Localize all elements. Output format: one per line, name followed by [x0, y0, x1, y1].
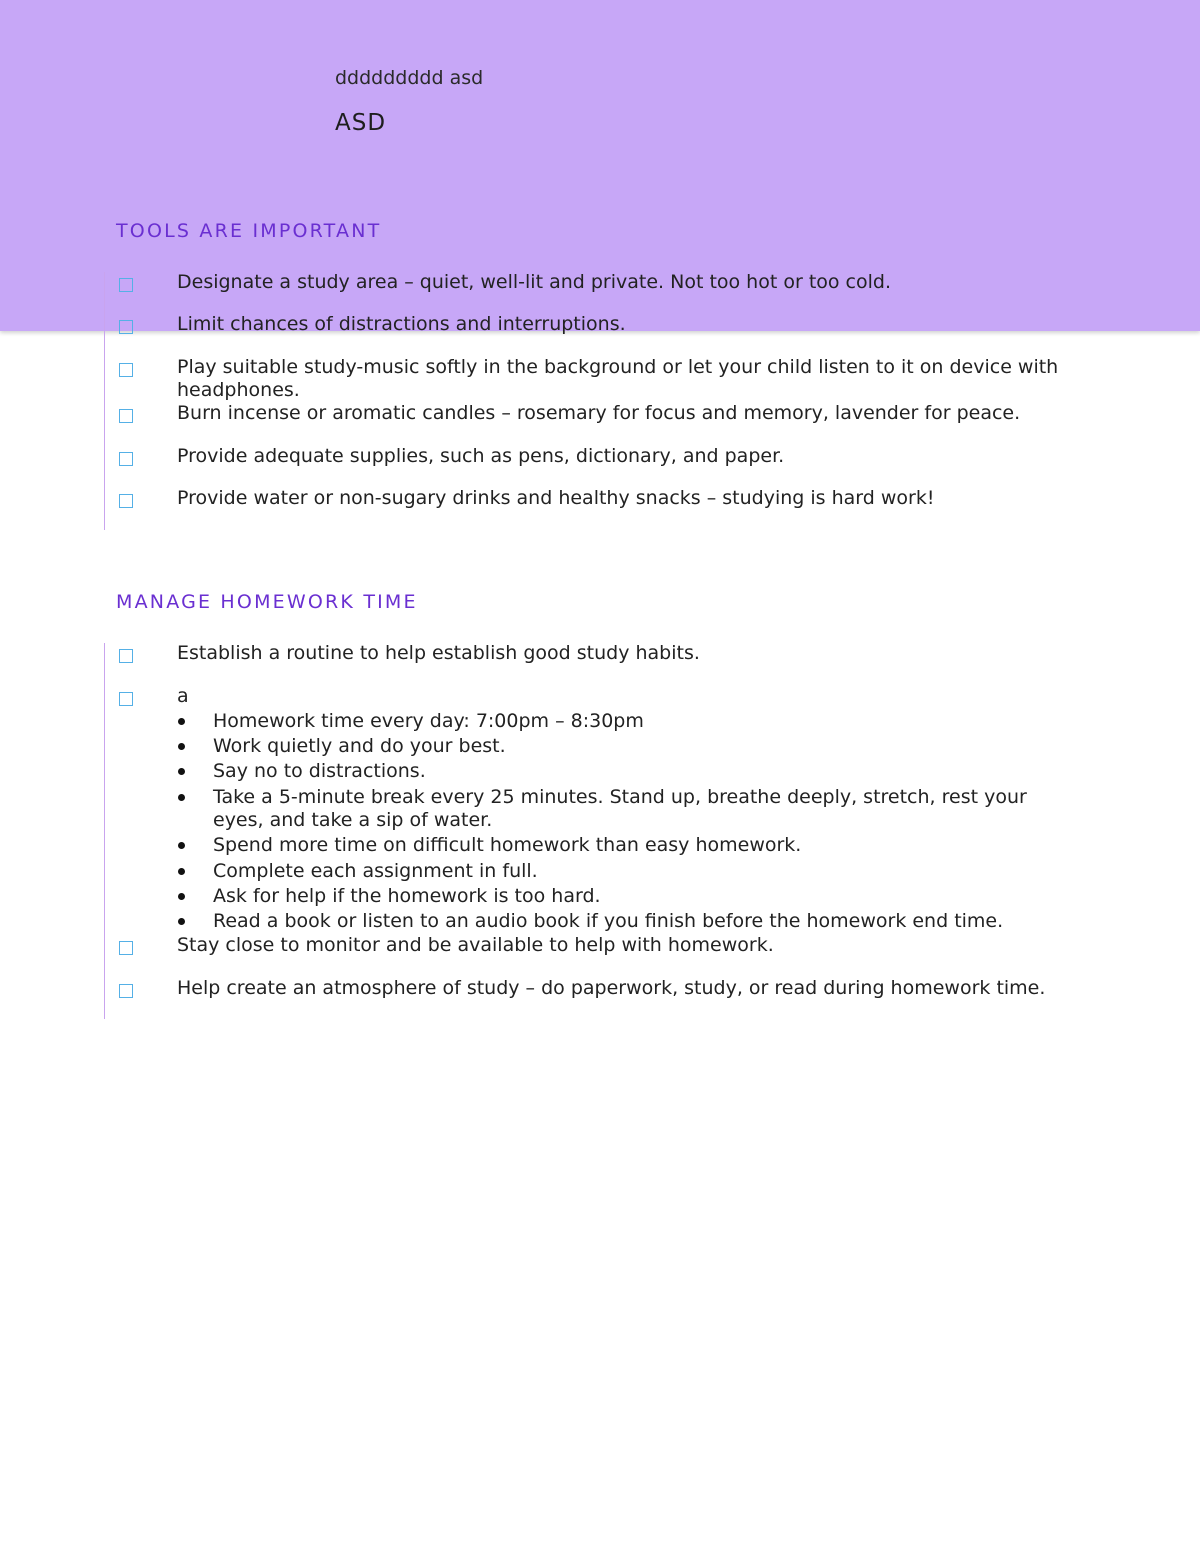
- checklist-item-text: Designate a study area – quiet, well-lit and private. Not too hot or too cold.: [177, 271, 892, 293]
- bullet-icon: [178, 893, 185, 900]
- document-title: ASD: [335, 110, 387, 136]
- checkbox-icon[interactable]: [119, 452, 133, 466]
- bullet-icon: [178, 868, 185, 875]
- bullet-icon: [178, 842, 185, 849]
- bullet-text: Homework time every day: 7:00pm – 8:30pm: [213, 710, 644, 732]
- bullet-icon: [178, 918, 185, 925]
- checklist-item-text: Provide adequate supplies, such as pens, dictionary, and paper.: [177, 445, 785, 467]
- bullet-icon: [178, 768, 185, 775]
- checkbox-icon[interactable]: [119, 692, 133, 706]
- section-rule-homework: [104, 643, 105, 1019]
- bullet-text: Work quietly and do your best.: [213, 735, 506, 757]
- checkbox-icon[interactable]: [119, 278, 133, 292]
- checklist-item-text: a: [177, 685, 189, 707]
- section-heading-tools: TOOLS ARE IMPORTANT: [116, 220, 382, 242]
- checklist-item-text: Limit chances of distractions and interruptions.: [177, 313, 626, 335]
- bullet-icon: [178, 718, 185, 725]
- checklist-item-text: Stay close to monitor and be available to help with homework.: [177, 934, 774, 956]
- checklist-item-text: Provide water or non-sugary drinks and healthy snacks – studying is hard work!: [177, 487, 935, 509]
- checkbox-icon[interactable]: [119, 363, 133, 377]
- bullet-icon: [178, 743, 185, 750]
- checkbox-icon[interactable]: [119, 984, 133, 998]
- bullet-text: Read a book or listen to an audio book if you finish before the homework end time.: [213, 910, 1004, 932]
- checklist-item-text: Play suitable study-music softly in the background or let your child listen to it on device with headphones.: [177, 356, 1059, 401]
- checklist-item-text: Burn incense or aromatic candles – rosemary for focus and memory, lavender for peace.: [177, 402, 1021, 424]
- bullet-text: Spend more time on difficult homework than easy homework.: [213, 834, 802, 856]
- checkbox-icon[interactable]: [119, 941, 133, 955]
- bullet-icon: [178, 794, 185, 801]
- bullet-text: Complete each assignment in full.: [213, 860, 538, 882]
- checkbox-icon[interactable]: [119, 494, 133, 508]
- checkbox-icon[interactable]: [119, 649, 133, 663]
- bullet-text: Take a 5-minute break every 25 minutes. Stand up, breathe deeply, stretch, rest your eyes, and take a sip of water.: [213, 786, 1027, 831]
- bullet-text: Say no to distractions.: [213, 760, 426, 782]
- section-rule-tools: [104, 272, 105, 530]
- section-heading-homework: MANAGE HOMEWORK TIME: [116, 591, 418, 613]
- checkbox-icon[interactable]: [119, 320, 133, 334]
- bullet-text: Ask for help if the homework is too hard.: [213, 885, 601, 907]
- checkbox-icon[interactable]: [119, 409, 133, 423]
- checklist-item-text: Establish a routine to help establish good study habits.: [177, 642, 700, 664]
- document-subtitle: ddddddddd asd: [335, 67, 484, 89]
- checklist-item-text: Help create an atmosphere of study – do paperwork, study, or read during homework time.: [177, 977, 1046, 999]
